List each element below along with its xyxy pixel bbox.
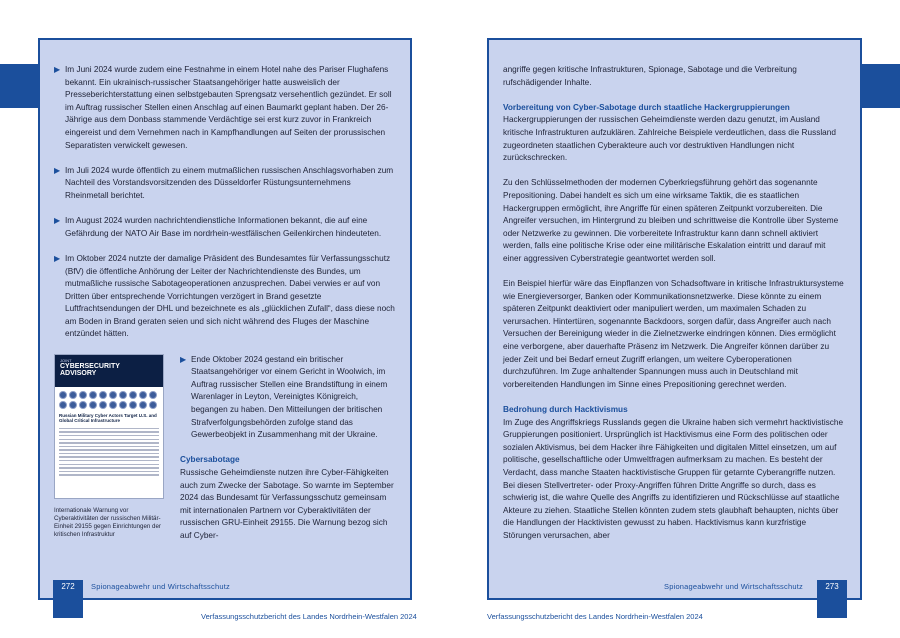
advisory-header [55,355,163,387]
seal-icon [79,401,87,409]
section-heading: Cybersabotage [180,455,240,465]
figure-row [54,354,396,556]
paragraph: Ein Beispiel hierfür wäre das Einpflanzen von Schadsoftware in kritische Infrastruktursysteme wie Energieversorger, Banken oder Kommunikationsnetzwerke. Diese könnte zu einem späteren Zeitpunkt deaktiviert oder manipuliert werden, um maximalen Schaden zu verursachen. Hintertüren, sogenannte Backdoors, sorgen dafür, dass Angreifer auch nach Versuchen der Bereinigung wieder in die Zielnetzwerke eindringen können. Dies ermöglicht eine verborgene, aber dauerhafte Präsenz im Netzwerk. Die Angreifer können darüber zu jeder Zeit und bei Bedarf erneut Zugriff erlangen, um weitere Cyberoperationen durchzuführen. Im Zuge anhaltender Spannungen muss auch in Deutschland mit vorbereitenden Handlungen im Sinne eines Prepositioning gerechnet werden. [503,279,844,389]
page-number: 273 [817,580,847,594]
paragraph: Russische Geheimdienste nutzen ihre Cyber-Fähigkeiten auch zum Zwecke der Sabotage. So warnte im September 2024 das Bundesamt für Verfassungsschutz gemeinsam mit internationalen Partnern vor Cyberaktivitäten der russischen GRU-Einheit 29155. Die Warnung bezog sich auf Cyber- [180,468,394,540]
paragraph: angriffe gegen kritische Infrastrukturen, Spionage, Sabotage und die Verbreitung rufschädigender Inhalte. [503,65,797,87]
list-item [54,253,396,341]
right-page-text [503,64,844,555]
seal-icon [89,391,97,399]
advisory-joint-label: JOINT [60,357,72,363]
section-title: Spionageabwehr und Wirtschaftsschutz [664,582,803,591]
seal-icon [139,391,147,399]
advisory-heading: Russian Military Cyber Actors Target U.S. and Global Critical Infrastructure [59,412,157,424]
seal-icon [129,391,137,399]
figure-side-text [180,354,396,556]
left-page-text [54,64,396,555]
page-number-bar [817,594,847,618]
seal-icon [79,391,87,399]
seal-icon [89,401,97,409]
figure-caption: Internationale Warnung vor Cyberaktivitäten der russischen Militär-Einheit 29155 gegen Einrichtungen der kritischen Infrastruktur [54,506,161,538]
paragraph: Zu den Schlüsselmethoden der modernen Cyberkriegsführung gehört das sogenannte Prepositioning. Dabei handelt es sich um eine wirksame Taktik, die es staatlichen Hackergruppen ermöglicht, ihre Angriffe für einen späteren Zeitpunkt vorzubereiten. Die Angreifer versuchen, im Hintergrund zu bleiben und schrittweise die Kontrolle über Systeme oder Netzwerke zu gewinnen. Die vorbereitete Infrastruktur kann dann schnell aktiviert werden, falls eine politische Krise oder eine militärische Eskalation eintritt und darauf mit einer aggressiven Cyberstrategie geantwortet werden soll. [503,178,839,263]
left-edge-tab [0,64,38,108]
list-item [54,215,396,240]
seal-icon [109,391,117,399]
figure [54,354,172,556]
page-number-bar [53,594,83,618]
seal-icon [59,391,67,399]
triangle-right-icon: ▶ [54,253,61,263]
bullet-text: Ende Oktober 2024 gestand ein britischer Staatsangehöriger vor einem Gericht in Woolwich, im Auftrag russischer Stellen eine Brandstiftung in einem Warenlager in Leyton, Vereinigtes Königreich, begangen zu haben. Den Mitteilungen der britischen Strafverfolgungsbehörden zufolge stand das Gewerbeobjekt in Zusammenhang mit der Ukraine. [191,354,388,440]
advisory-thumbnail [54,354,164,499]
section-heading: Bedrohung durch Hacktivismus [503,405,628,415]
report-title: Verfassungsschutzbericht des Landes Nordrhein-Westfalen 2024 [201,612,417,621]
right-edge-tab [862,64,900,108]
seal-icon [59,401,67,409]
seal-icon [129,401,137,409]
seal-icon [139,401,147,409]
bullet-text: Im Oktober 2024 nutzte der damalige Präsident des Bundesamtes für Verfassungsschutz (BfV) die öffentliche Anhörung der Leiter der Nachrichtendienste des Bundes, um mutmaßliche russische Sabotageoperationen anzusprechen. Dabei verwies er auf von Dritten über entsprechende Vorrichtungen verzögert in Brand gesetzte Luftfrachtsendungen der DHL und bezeichnete es als „glücklichen Zufall“, dass diese noch am Boden in Brand geraten seien und sich nicht während des Fluges der Maschine entzündet hätten. [65,253,395,339]
bullet-text: Im Juli 2024 wurde öffentlich zu einem mutmaßlichen russischen Anschlagsvorhaben zum Nachteil des Vorstandsvorsitzenden des Düsseldorfer Rüstungsunternehmens Rheinmetall berichtet. [65,165,394,200]
seal-icon [69,391,77,399]
section-title: Spionageabwehr und Wirtschaftsschutz [91,582,230,591]
seal-icon [109,401,117,409]
agency-seals [55,387,163,411]
bullet-text: Im August 2024 wurden nachrichtendienstliche Informationen bekannt, die auf eine Gefährdung der NATO Air Base im nordrhein-westfälischen Geilenkirchen hindeuteten. [65,216,382,238]
triangle-right-icon: ▶ [54,216,61,226]
page-number: 272 [53,580,83,594]
seal-icon [119,391,127,399]
list-item [180,354,396,442]
seal-icon [69,401,77,409]
list-item [54,165,396,203]
paragraph: Im Zuge des Angriffskriegs Russlands gegen die Ukraine haben sich vermehrt hacktivistische Gruppierungen positioniert. Ursprünglich ist Hacktivismus eine Form des politischen oder sozialen Aktivismus, bei dem Hacker ihre Fähigkeiten und digitalen Mittel einsetzen, um auf politische, gesellschaftliche oder Umweltfragen aufmerksam zu machen. Es besteht der Verdacht, dass manche Staaten hacktivistische Gruppen für getarnte Cyberangriffe nutzen. Bei diesen Stellvertreter- oder Proxy-Angriffen führen Dritte Angriffe so durch, dass es schwierig ist, die wahre Quelle des Angriffs zu identifizieren und Rückschlüsse auf staatliche Akteure zu ziehen. Staatliche Stellen könnten zudem stets glaubhaft behaupten, nichts über die Handlungen der Hacktivisten gewusst zu haben. Hacktivismus kann kurzfristige Störungen verursachen, aber [503,417,844,540]
paragraph: Hackergruppierungen der russischen Geheimdienste werden dazu genutzt, im Ausland kritische Infrastrukturen aufzuklären. Zahlreiche Beispiele verdeutlichen, dass die Russland zugeordneten staatlichen Cyberakteure auch vor destruktiven Handlungen nicht zurückschrecken. [503,115,836,163]
list-item [54,64,396,152]
advisory-title-1: CYBERSECURITY [60,362,120,370]
seal-icon [149,391,157,399]
triangle-right-icon: ▶ [54,65,61,74]
advisory-title-2: ADVISORY [60,369,97,377]
triangle-right-icon: ▶ [180,354,187,364]
seal-icon [149,401,157,409]
seal-icon [99,401,107,409]
report-title: Verfassungsschutzbericht des Landes Nordrhein-Westfalen 2024 [487,612,703,621]
seal-icon [99,391,107,399]
section-heading: Vorbereitung von Cyber-Sabotage durch staatliche Hackergruppierungen [503,102,790,112]
advisory-body-lines [55,428,163,476]
bullet-text: Im Juni 2024 wurde zudem eine Festnahme in einem Hotel nahe des Pariser Flughafens bekannt. Ein ukrainisch-russischer Staatsangehöriger hatte ausweislich der Presseberichterstattung einen selbstgebauten Sprengsatz versehentlich gezündet. Er soll im Auftrag russischer Stellen einen Anschlag auf einen Baumarkt geplant haben. Der 26-Jährige aus dem Donbass stammende Verdächtige sei erst kurz zuvor in Frankreich eingereist und dem Vernehmen nach in Kampfhandlungen auf Seiten der prorussischen Separatisten verwickelt gewesen. [65,65,392,150]
triangle-right-icon: ▶ [54,165,61,175]
seal-icon [119,401,127,409]
